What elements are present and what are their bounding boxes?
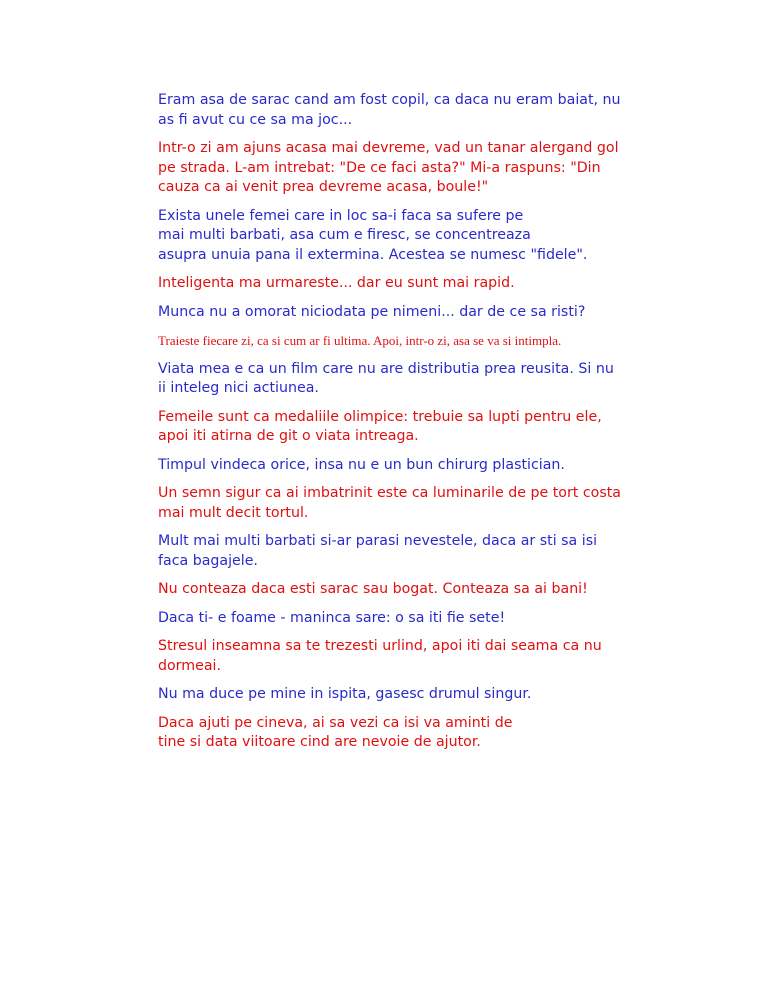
joke-paragraph [158,580,678,600]
text-line: mai mult decit tortul. [158,504,309,521]
joke-paragraph [158,303,678,323]
text-line: Timpul vindeca orice, insa nu e un bun chirurg plastician. [158,456,565,473]
document-body [158,91,678,762]
text-line: Intr-o zi am ajuns acasa mai devreme, vad un tanar alergand gol [158,140,619,156]
text-line: Stresul inseamna sa te trezesti urlind, apoi iti dai seama ca nu [158,638,602,654]
text-line: Traieste fiecare zi, ca si cum ar fi ultima. Apoi, intr-o zi, asa se va si intimpla. [158,333,562,348]
text-line: Munca nu a omorat niciodata pe nimeni... dar de ce sa risti? [158,303,586,320]
text-line: Daca ajuti pe cineva, ai sa vezi ca isi va aminti de [158,714,513,731]
text-line: asupra unuia pana il extermina. Acestea se numesc "fidele". [158,246,588,263]
text-line: apoi iti atirna de git o viata intreaga. [158,428,419,444]
joke-paragraph [158,714,678,753]
text-line: tine si data viitoare cind are nevoie de ajutor. [158,734,481,750]
joke-paragraph [158,331,678,351]
joke-paragraph [158,685,678,705]
joke-paragraph [158,408,678,447]
joke-paragraph [158,274,678,294]
text-line: Un semn sigur ca ai imbatrinit este ca luminarile de pe tort costa [158,485,621,501]
text-line: Inteligenta ma urmareste... dar eu sunt mai rapid. [158,275,515,291]
text-line: dormeai. [158,657,221,674]
text-line: Nu conteaza daca esti sarac sau bogat. Conteaza sa ai bani! [158,581,588,597]
text-line: Femeile sunt ca medaliile olimpice: trebuie sa lupti pentru ele, [158,408,602,425]
text-line: as fi avut cu ce sa ma joc... [158,111,353,128]
text-line: Exista unele femei care in loc sa-i faca sa sufere pe [158,207,524,224]
joke-paragraph [158,532,678,571]
joke-paragraph [158,609,678,629]
text-line: Viata mea e ca un film care nu are distributia prea reusita. Si nu [158,360,614,377]
text-line: pe strada. L-am intrebat: "De ce faci asta?" Mi-a raspuns: "Din [158,159,601,176]
text-line: cauza ca ai venit prea devreme acasa, boule!" [158,179,489,195]
joke-paragraph [158,91,678,130]
joke-paragraph [158,207,678,266]
joke-paragraph [158,484,678,523]
text-line: mai multi barbati, asa cum e firesc, se concentreaza [158,227,531,243]
joke-paragraph [158,360,678,399]
text-line: ii inteleg nici actiunea. [158,380,319,396]
text-line: Mult mai multi barbati si-ar parasi nevestele, daca ar sti sa isi [158,533,598,549]
text-line: Eram asa de sarac cand am fost copil, ca daca nu eram baiat, nu [158,92,621,108]
joke-paragraph [158,139,678,198]
text-line: Daca ti- e foame - maninca sare: o sa iti fie sete! [158,609,506,626]
text-line: faca bagajele. [158,552,258,569]
joke-paragraph [158,456,678,476]
text-line: Nu ma duce pe mine in ispita, gasesc drumul singur. [158,686,532,702]
joke-paragraph [158,637,678,676]
